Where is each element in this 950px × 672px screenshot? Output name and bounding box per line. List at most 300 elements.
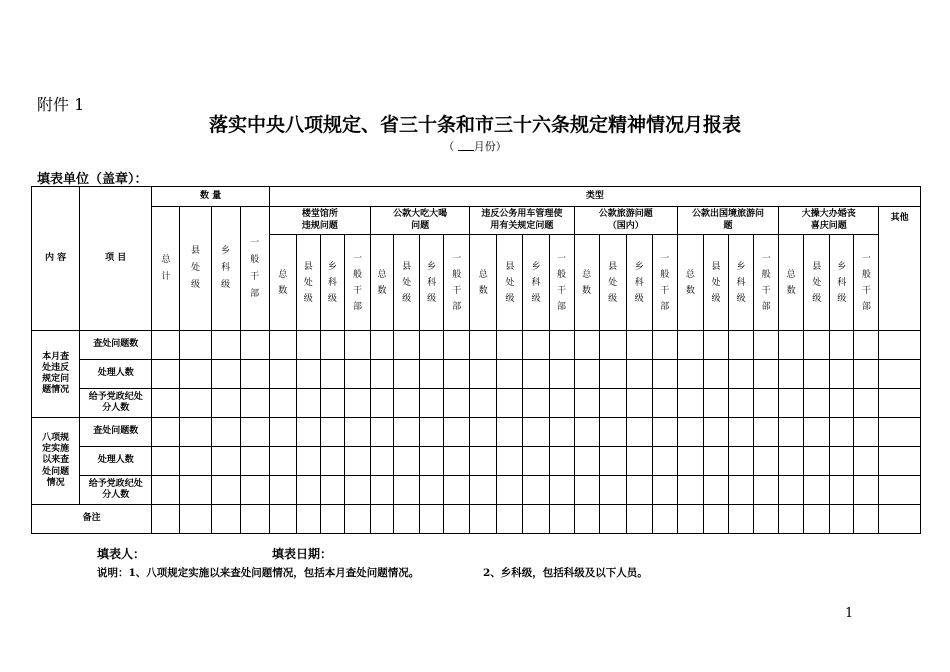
table-cell[interactable] [599, 389, 626, 418]
table-cell[interactable] [370, 360, 393, 389]
table-cell[interactable] [703, 331, 728, 360]
table-cell[interactable] [626, 418, 652, 447]
total-header [152, 207, 180, 331]
table-cell[interactable] [754, 418, 779, 447]
subheader-level [420, 235, 444, 331]
table-cell[interactable] [420, 418, 444, 447]
table-cell[interactable] [497, 418, 523, 447]
table-cell[interactable] [754, 447, 779, 476]
subheader-level [444, 235, 470, 331]
header-row-2 [32, 207, 921, 235]
subheader-level [854, 235, 879, 331]
table-cell[interactable] [296, 447, 320, 476]
table-cell[interactable] [240, 505, 269, 534]
table-cell[interactable] [599, 505, 626, 534]
level-label: 一 般 干 部 [250, 237, 260, 299]
subheader-total-label: 总 数 [582, 269, 592, 296]
table-cell[interactable] [240, 447, 269, 476]
table-cell[interactable] [444, 505, 470, 534]
level-label: 县 处 级 [190, 246, 200, 290]
table-cell[interactable] [420, 389, 444, 418]
type-header: 类型 [269, 187, 920, 207]
table-cell[interactable] [574, 331, 599, 360]
subheader-level-label: 一 般 干 部 [352, 253, 362, 312]
table-cell[interactable] [626, 389, 652, 418]
row-item: 处理人数 [80, 447, 152, 476]
table-cell[interactable] [830, 331, 854, 360]
table-cell[interactable] [523, 476, 549, 505]
subheader-level [626, 235, 652, 331]
table-cell[interactable] [574, 360, 599, 389]
table-cell[interactable] [599, 476, 626, 505]
table-cell[interactable] [240, 360, 269, 389]
table-cell[interactable] [370, 505, 393, 534]
attachment-label: 附件 1 [37, 95, 85, 114]
table-cell[interactable] [296, 505, 320, 534]
table-cell[interactable] [370, 331, 393, 360]
table-cell[interactable] [211, 447, 240, 476]
table-cell[interactable] [240, 418, 269, 447]
row-item: 查处问题数 [80, 331, 152, 360]
row-item: 给予党政纪处 分人数 [80, 389, 152, 418]
subheader-level [497, 235, 523, 331]
note-1: 说明：1、八项规定实施以来查处问题情况，包括本月查处问题情况。 [97, 567, 420, 579]
table-cell[interactable] [599, 418, 626, 447]
table-cell[interactable] [779, 476, 804, 505]
remarks-row [32, 505, 921, 534]
table-cell[interactable] [470, 476, 497, 505]
table-cell[interactable] [830, 418, 854, 447]
count-header: 数 量 [152, 187, 269, 207]
subheader-level-label: 县 处 级 [402, 261, 412, 304]
table-cell[interactable] [470, 389, 497, 418]
subheader-total [779, 235, 804, 331]
table-cell[interactable] [180, 418, 211, 447]
table-cell[interactable] [394, 360, 420, 389]
table-cell[interactable] [269, 418, 296, 447]
table-cell[interactable] [370, 476, 393, 505]
table-cell[interactable] [211, 476, 240, 505]
subheader-level [344, 235, 370, 331]
table-cell[interactable] [677, 476, 703, 505]
table-cell[interactable] [728, 505, 753, 534]
table-cell[interactable] [152, 476, 180, 505]
table-cell[interactable] [344, 331, 370, 360]
table-cell[interactable] [152, 360, 180, 389]
subheader-level-label: 县 处 级 [711, 261, 721, 304]
table-cell[interactable] [394, 331, 420, 360]
table-cell[interactable] [320, 389, 344, 418]
table-cell[interactable] [211, 418, 240, 447]
subheader-total [370, 235, 393, 331]
table-cell[interactable] [320, 505, 344, 534]
table-cell[interactable] [879, 476, 921, 505]
table-cell[interactable] [470, 447, 497, 476]
subheader-level-label: 乡 科 级 [837, 261, 847, 304]
subheader-level [394, 235, 420, 331]
table-cell[interactable] [574, 476, 599, 505]
table-cell[interactable] [804, 360, 830, 389]
table-cell[interactable] [728, 360, 753, 389]
category-header: 违反公务用车管理使 用有关规定问题 [470, 207, 574, 235]
table-cell[interactable] [703, 447, 728, 476]
subheader-level-label: 县 处 级 [608, 261, 618, 304]
subheader-total [269, 235, 296, 331]
category-header: 公款出国境旅游问 题 [677, 207, 778, 235]
table-cell[interactable] [320, 476, 344, 505]
table-cell[interactable] [728, 418, 753, 447]
table-cell[interactable] [854, 447, 879, 476]
table-cell[interactable] [549, 505, 574, 534]
table-cell[interactable] [754, 331, 779, 360]
row-item: 处理人数 [80, 360, 152, 389]
subheader-level-label: 乡 科 级 [427, 261, 437, 304]
table-cell[interactable] [728, 476, 753, 505]
table-cell[interactable] [574, 389, 599, 418]
subheader-total-label: 总 数 [478, 269, 488, 296]
table-cell[interactable] [444, 360, 470, 389]
table-cell[interactable] [599, 331, 626, 360]
subheader-level [754, 235, 779, 331]
subheader-level [728, 235, 753, 331]
total-label: 总 计 [161, 254, 171, 282]
table-cell[interactable] [879, 505, 921, 534]
level-header-township [211, 207, 240, 331]
table-cell[interactable] [703, 389, 728, 418]
table-cell[interactable] [211, 331, 240, 360]
subheader-total [677, 235, 703, 331]
table-cell[interactable] [652, 476, 677, 505]
table-cell[interactable] [344, 360, 370, 389]
table-cell[interactable] [470, 418, 497, 447]
subheader-level-label: 一 般 干 部 [557, 253, 567, 312]
table-cell[interactable] [523, 505, 549, 534]
subheader-level [830, 235, 854, 331]
subheader-level-label: 乡 科 级 [634, 261, 644, 304]
table-cell[interactable] [269, 476, 296, 505]
month-line [0, 138, 950, 154]
table-cell[interactable] [152, 389, 180, 418]
subheader-total-label: 总 数 [278, 269, 288, 296]
table-cell[interactable] [854, 418, 879, 447]
table-cell[interactable] [677, 331, 703, 360]
month-blank [458, 140, 474, 151]
table-cell[interactable] [652, 360, 677, 389]
table-cell[interactable] [779, 389, 804, 418]
table-cell[interactable] [296, 418, 320, 447]
table-cell[interactable] [854, 360, 879, 389]
table-cell[interactable] [296, 476, 320, 505]
table-cell[interactable] [444, 476, 470, 505]
subheader-level-label: 一 般 干 部 [761, 253, 771, 312]
table-cell[interactable] [240, 389, 269, 418]
table-cell[interactable] [344, 447, 370, 476]
subheader-level [549, 235, 574, 331]
report-table [31, 186, 921, 534]
header-row-1 [32, 187, 921, 207]
table-cell[interactable] [549, 360, 574, 389]
table-cell[interactable] [444, 447, 470, 476]
subheader-level-label: 县 处 级 [812, 261, 822, 304]
unit-label: 填表单位（盖章）： [37, 172, 148, 187]
table-cell[interactable] [549, 447, 574, 476]
table-cell[interactable] [549, 476, 574, 505]
table-cell[interactable] [652, 447, 677, 476]
subheader-total [470, 235, 497, 331]
subheader-level [703, 235, 728, 331]
content-header: 内 容 [32, 187, 80, 331]
table-cell[interactable] [211, 389, 240, 418]
subheader-level [320, 235, 344, 331]
table-cell[interactable] [574, 505, 599, 534]
table-cell[interactable] [830, 447, 854, 476]
table-cell[interactable] [180, 505, 211, 534]
table-cell[interactable] [269, 331, 296, 360]
table-cell[interactable] [830, 476, 854, 505]
table-row [32, 418, 921, 447]
table-cell[interactable] [879, 389, 921, 418]
table-cell[interactable] [677, 389, 703, 418]
table-cell[interactable] [779, 505, 804, 534]
category-header: 公款大吃大喝 问题 [370, 207, 469, 235]
table-cell[interactable] [269, 447, 296, 476]
table-cell[interactable] [626, 476, 652, 505]
table-cell[interactable] [804, 418, 830, 447]
table-cell[interactable] [497, 389, 523, 418]
table-cell[interactable] [180, 360, 211, 389]
table-cell[interactable] [854, 331, 879, 360]
subheader-level-label: 乡 科 级 [531, 261, 541, 304]
table-cell[interactable] [344, 476, 370, 505]
table-cell[interactable] [470, 331, 497, 360]
table-row [32, 447, 921, 476]
table-cell[interactable] [879, 331, 921, 360]
table-cell[interactable] [779, 447, 804, 476]
table-cell[interactable] [420, 331, 444, 360]
table-cell[interactable] [879, 360, 921, 389]
subheader-level-label: 一 般 干 部 [452, 253, 462, 312]
table-cell[interactable] [497, 331, 523, 360]
table-cell[interactable] [497, 447, 523, 476]
subheader-total-label: 总 数 [685, 269, 695, 296]
table-cell[interactable] [296, 389, 320, 418]
table-cell[interactable] [344, 505, 370, 534]
table-cell[interactable] [444, 331, 470, 360]
table-cell[interactable] [444, 418, 470, 447]
table-cell[interactable] [626, 360, 652, 389]
table-cell[interactable] [879, 447, 921, 476]
table-cell[interactable] [677, 418, 703, 447]
category-header: 公款旅游问题 （国内） [574, 207, 677, 235]
table-cell[interactable] [754, 505, 779, 534]
table-cell[interactable] [344, 418, 370, 447]
table-cell[interactable] [320, 360, 344, 389]
table-cell[interactable] [854, 476, 879, 505]
table-cell[interactable] [497, 505, 523, 534]
table-cell[interactable] [830, 389, 854, 418]
table-cell[interactable] [626, 331, 652, 360]
table-cell[interactable] [652, 389, 677, 418]
table-cell[interactable] [180, 447, 211, 476]
table-cell[interactable] [152, 505, 180, 534]
subheader-level-label: 一 般 干 部 [861, 253, 871, 312]
level-label: 乡 科 级 [221, 246, 231, 290]
filler-label: 填表人： [97, 547, 146, 561]
table-cell[interactable] [523, 418, 549, 447]
table-cell[interactable] [180, 331, 211, 360]
table-cell[interactable] [574, 418, 599, 447]
table-cell[interactable] [523, 447, 549, 476]
table-cell[interactable] [599, 447, 626, 476]
subheader-level [652, 235, 677, 331]
table-cell[interactable] [652, 331, 677, 360]
table-cell[interactable] [652, 418, 677, 447]
table-cell[interactable] [497, 476, 523, 505]
table-cell[interactable] [804, 331, 830, 360]
table-cell[interactable] [152, 418, 180, 447]
table-cell[interactable] [370, 389, 393, 418]
table-cell[interactable] [394, 418, 420, 447]
table-cell[interactable] [394, 447, 420, 476]
subheader-level-label: 乡 科 级 [327, 261, 337, 304]
table-cell[interactable] [804, 389, 830, 418]
table-cell[interactable] [830, 360, 854, 389]
subheader-level-label: 县 处 级 [303, 261, 313, 304]
subheader-total [574, 235, 599, 331]
table-row [32, 476, 921, 505]
table-cell[interactable] [269, 389, 296, 418]
section-cumulative: 八项规 定实施 以来查 处问题 情况 [32, 418, 80, 505]
category-header: 大操大办婚丧 喜庆问题 [779, 207, 879, 235]
table-cell[interactable] [420, 505, 444, 534]
table-row [32, 389, 921, 418]
month-open: （ [443, 140, 458, 153]
table-cell[interactable] [626, 505, 652, 534]
table-cell[interactable] [779, 418, 804, 447]
table-cell[interactable] [470, 505, 497, 534]
table-row [32, 360, 921, 389]
table-cell[interactable] [420, 476, 444, 505]
table-cell[interactable] [549, 331, 574, 360]
category-header: 楼堂馆所 违规问题 [269, 207, 370, 235]
table-cell[interactable] [394, 505, 420, 534]
subheader-level-label: 县 处 级 [505, 261, 515, 304]
table-cell[interactable] [754, 389, 779, 418]
table-cell[interactable] [523, 389, 549, 418]
table-cell[interactable] [626, 447, 652, 476]
table-cell[interactable] [754, 360, 779, 389]
table-cell[interactable] [677, 505, 703, 534]
table-cell[interactable] [394, 389, 420, 418]
table-cell[interactable] [370, 447, 393, 476]
page-number: 1 [845, 606, 854, 621]
table-cell[interactable] [240, 331, 269, 360]
subheader-level [599, 235, 626, 331]
section-monthly: 本月查 处违反 规定问 题情况 [32, 331, 80, 418]
table-cell[interactable] [320, 418, 344, 447]
table-cell[interactable] [152, 447, 180, 476]
row-item: 给予党政纪处 分人数 [80, 476, 152, 505]
table-cell[interactable] [652, 505, 677, 534]
table-cell[interactable] [180, 389, 211, 418]
table-cell[interactable] [728, 447, 753, 476]
table-cell[interactable] [444, 389, 470, 418]
table-cell[interactable] [830, 505, 854, 534]
table-cell[interactable] [394, 476, 420, 505]
other-header: 其他 [879, 207, 921, 331]
table-cell[interactable] [754, 476, 779, 505]
level-header-general [240, 207, 269, 331]
table-row [32, 331, 921, 360]
table-cell[interactable] [804, 476, 830, 505]
table-cell[interactable] [370, 418, 393, 447]
table-cell[interactable] [240, 476, 269, 505]
table-cell[interactable] [804, 505, 830, 534]
item-header: 项 目 [80, 187, 152, 331]
table-cell[interactable] [269, 360, 296, 389]
table-cell[interactable] [320, 447, 344, 476]
row-item: 查处问题数 [80, 418, 152, 447]
table-cell[interactable] [296, 360, 320, 389]
table-cell[interactable] [854, 505, 879, 534]
table-cell[interactable] [703, 505, 728, 534]
table-cell[interactable] [779, 360, 804, 389]
table-cell[interactable] [599, 360, 626, 389]
subheader-level-label: 一 般 干 部 [660, 253, 670, 312]
subheader-total-label: 总 数 [377, 269, 387, 296]
subheader-total-label: 总 数 [786, 269, 796, 296]
table-cell[interactable] [703, 360, 728, 389]
subheader-level [804, 235, 830, 331]
fill-date-label: 填表日期： [272, 547, 333, 561]
table-cell[interactable] [549, 418, 574, 447]
table-cell[interactable] [728, 389, 753, 418]
table-cell[interactable] [549, 389, 574, 418]
table-cell[interactable] [574, 447, 599, 476]
table-cell[interactable] [420, 360, 444, 389]
table-cell[interactable] [296, 331, 320, 360]
table-cell[interactable] [344, 389, 370, 418]
table-cell[interactable] [470, 360, 497, 389]
subheader-level-label: 乡 科 级 [736, 261, 746, 304]
table-cell[interactable] [677, 447, 703, 476]
table-cell[interactable] [703, 476, 728, 505]
page-title: 落实中央八项规定、省三十条和市三十六条规定精神情况月报表 [208, 114, 741, 136]
table-cell[interactable] [152, 331, 180, 360]
table-cell[interactable] [703, 418, 728, 447]
table-cell[interactable] [804, 447, 830, 476]
table-cell[interactable] [728, 331, 753, 360]
table-cell[interactable] [211, 505, 240, 534]
remarks-label: 备注 [32, 505, 152, 534]
note-2: 2、乡科级，包括科级及以下人员。 [483, 567, 648, 579]
subheader-level [296, 235, 320, 331]
table-cell[interactable] [320, 331, 344, 360]
table-cell[interactable] [420, 447, 444, 476]
level-header-county [180, 207, 211, 331]
table-cell[interactable] [879, 418, 921, 447]
table-cell[interactable] [523, 360, 549, 389]
table-cell[interactable] [269, 505, 296, 534]
table-cell[interactable] [854, 389, 879, 418]
subheader-level [523, 235, 549, 331]
table-cell[interactable] [779, 331, 804, 360]
table-cell[interactable] [497, 360, 523, 389]
table-cell[interactable] [211, 360, 240, 389]
table-cell[interactable] [677, 360, 703, 389]
table-cell[interactable] [180, 476, 211, 505]
table-cell[interactable] [523, 331, 549, 360]
